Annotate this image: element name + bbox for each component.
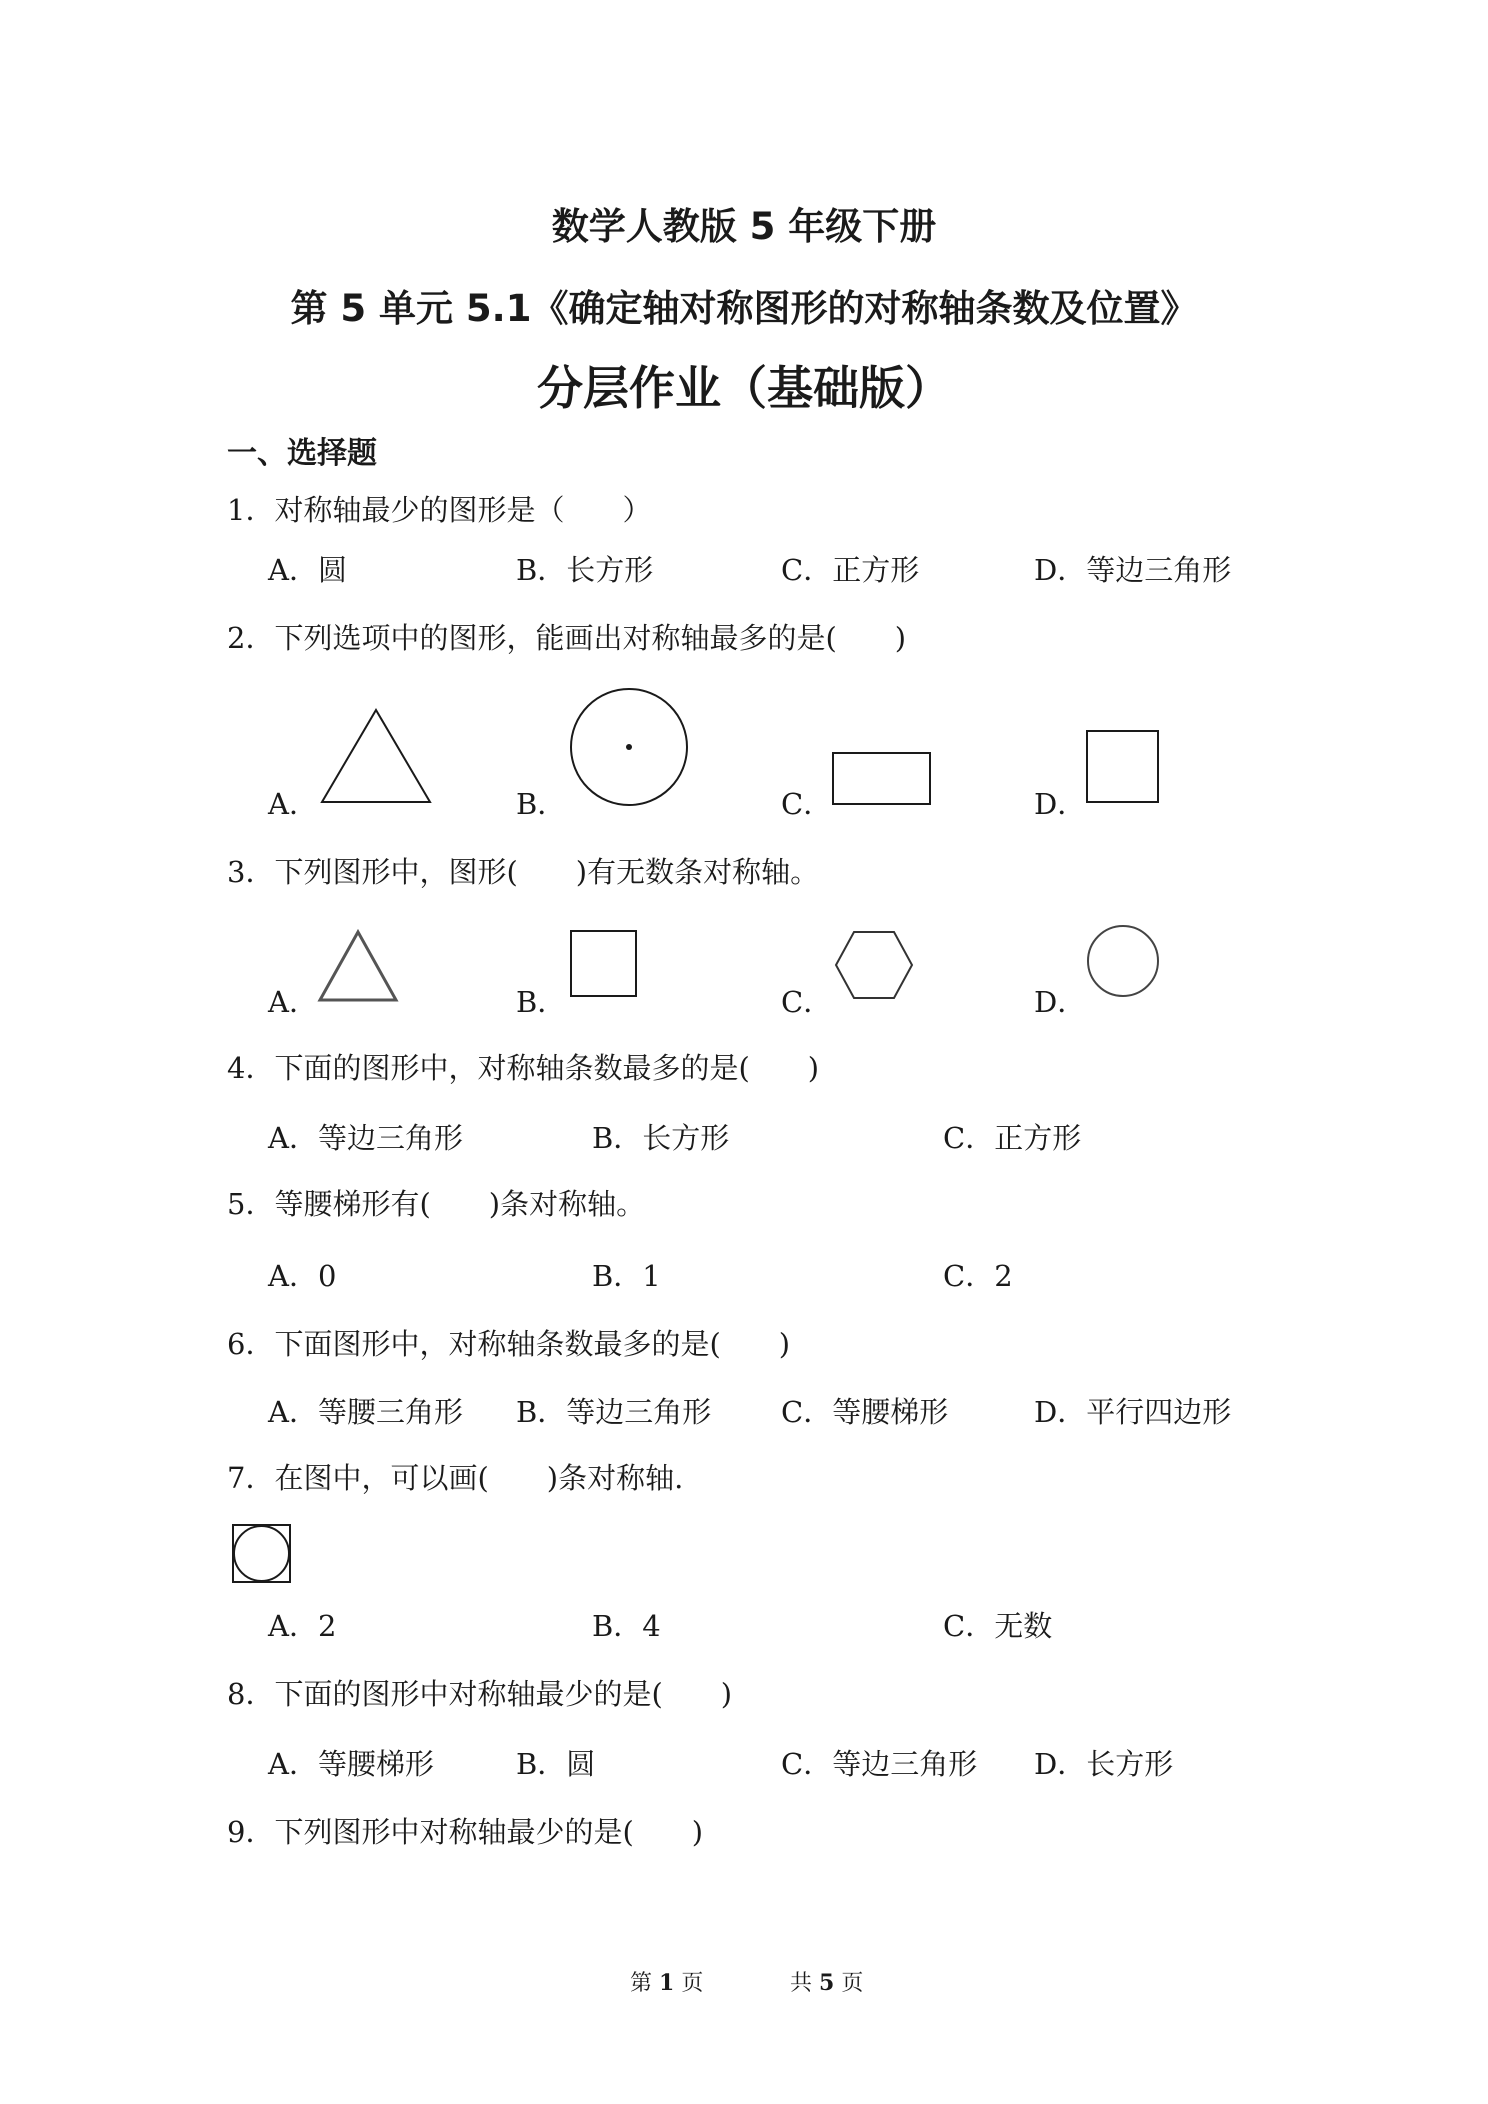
triangle-icon	[318, 930, 398, 1002]
question-text: 下面的图形中对称轴最少的是( )	[274, 1677, 733, 1711]
section-title: 一、选择题	[227, 436, 377, 471]
option-a: A．等腰梯形	[268, 1747, 434, 1781]
option-d: D．平行四边形	[1034, 1395, 1232, 1429]
option-c: C．无数	[943, 1609, 1053, 1643]
question-text: 下列图形中对称轴最少的是( )	[274, 1815, 704, 1849]
question-text: 对称轴最少的图形是（ ）	[274, 493, 652, 527]
question-number: 2．	[227, 621, 275, 655]
circle-icon	[1086, 924, 1160, 998]
question-6	[227, 1322, 790, 1363]
triangle-icon	[320, 708, 432, 804]
option-b: B．长方形	[516, 553, 654, 587]
hexagon-icon	[834, 930, 914, 1000]
option-b: B．1	[592, 1259, 661, 1293]
question-2	[227, 616, 906, 657]
unit-title: 第 5 单元 5.1《确定轴对称图形的对称轴条数及位置》	[290, 287, 1198, 330]
question-4	[227, 1046, 819, 1087]
circle-in-square-icon	[232, 1524, 292, 1584]
option-b: B．圆	[516, 1747, 596, 1781]
question-number: 8．	[227, 1677, 275, 1711]
question-text: 下面的图形中，对称轴条数最多的是( )	[274, 1051, 820, 1085]
question-number: 1．	[227, 493, 275, 527]
option-d: D．等边三角形	[1034, 553, 1232, 587]
question-number: 9．	[227, 1815, 275, 1849]
page-number: 1	[659, 1970, 675, 1996]
option-c: C．正方形	[781, 553, 920, 587]
homework-title: 分层作业（基础版）	[537, 361, 951, 415]
option-a: A．圆	[268, 553, 347, 587]
option-b: B．	[516, 787, 567, 821]
question-text: 在图中，可以画( )条对称轴.	[274, 1461, 684, 1495]
question-7	[227, 1456, 683, 1497]
question-number: 7．	[227, 1461, 275, 1495]
rectangle-icon	[832, 752, 932, 806]
question-text: 下列图形中，图形( )有无数条对称轴。	[274, 855, 820, 889]
question-text: 下列选项中的图形，能画出对称轴最多的是( )	[274, 621, 907, 655]
option-c: C．	[781, 985, 833, 1019]
option-c: C．2	[943, 1259, 1013, 1293]
option-c: C．正方形	[943, 1121, 1082, 1155]
option-d: D．	[1034, 985, 1087, 1019]
question-5	[227, 1182, 645, 1223]
document-title: 数学人教版 5 年级下册	[551, 205, 937, 248]
question-1	[227, 488, 651, 529]
option-d: D．	[1034, 787, 1087, 821]
total-pages: 5	[819, 1970, 835, 1996]
option-a: A．	[268, 985, 318, 1019]
option-a: A．	[268, 787, 318, 821]
option-c: C．等腰梯形	[781, 1395, 949, 1429]
option-b: B．等边三角形	[516, 1395, 712, 1429]
option-a: A．等腰三角形	[268, 1395, 463, 1429]
question-number: 4．	[227, 1051, 275, 1085]
option-c: C．等边三角形	[781, 1747, 978, 1781]
option-d: D．长方形	[1034, 1747, 1174, 1781]
question-text: 等腰梯形有( )条对称轴。	[274, 1187, 646, 1221]
question-number: 6．	[227, 1327, 275, 1361]
total-pages-indicator: 共 5 页	[790, 1970, 864, 1996]
question-9	[227, 1810, 703, 1851]
square-icon	[1086, 730, 1160, 804]
option-a: A．等边三角形	[268, 1121, 463, 1155]
option-b: B．	[516, 985, 567, 1019]
question-number: 3．	[227, 855, 275, 889]
question-8	[227, 1672, 732, 1713]
page-indicator: 第 1 页	[630, 1970, 704, 1996]
square-icon	[570, 930, 638, 998]
option-a: A．2	[268, 1609, 337, 1643]
option-c: C．	[781, 787, 833, 821]
question-text: 下面图形中，对称轴条数最多的是( )	[274, 1327, 791, 1361]
question-number: 5．	[227, 1187, 275, 1221]
circle-with-center-icon	[568, 686, 690, 808]
question-3	[227, 850, 819, 891]
option-a: A．0	[268, 1259, 337, 1293]
option-b: B．长方形	[592, 1121, 730, 1155]
option-b: B．4	[592, 1609, 661, 1643]
